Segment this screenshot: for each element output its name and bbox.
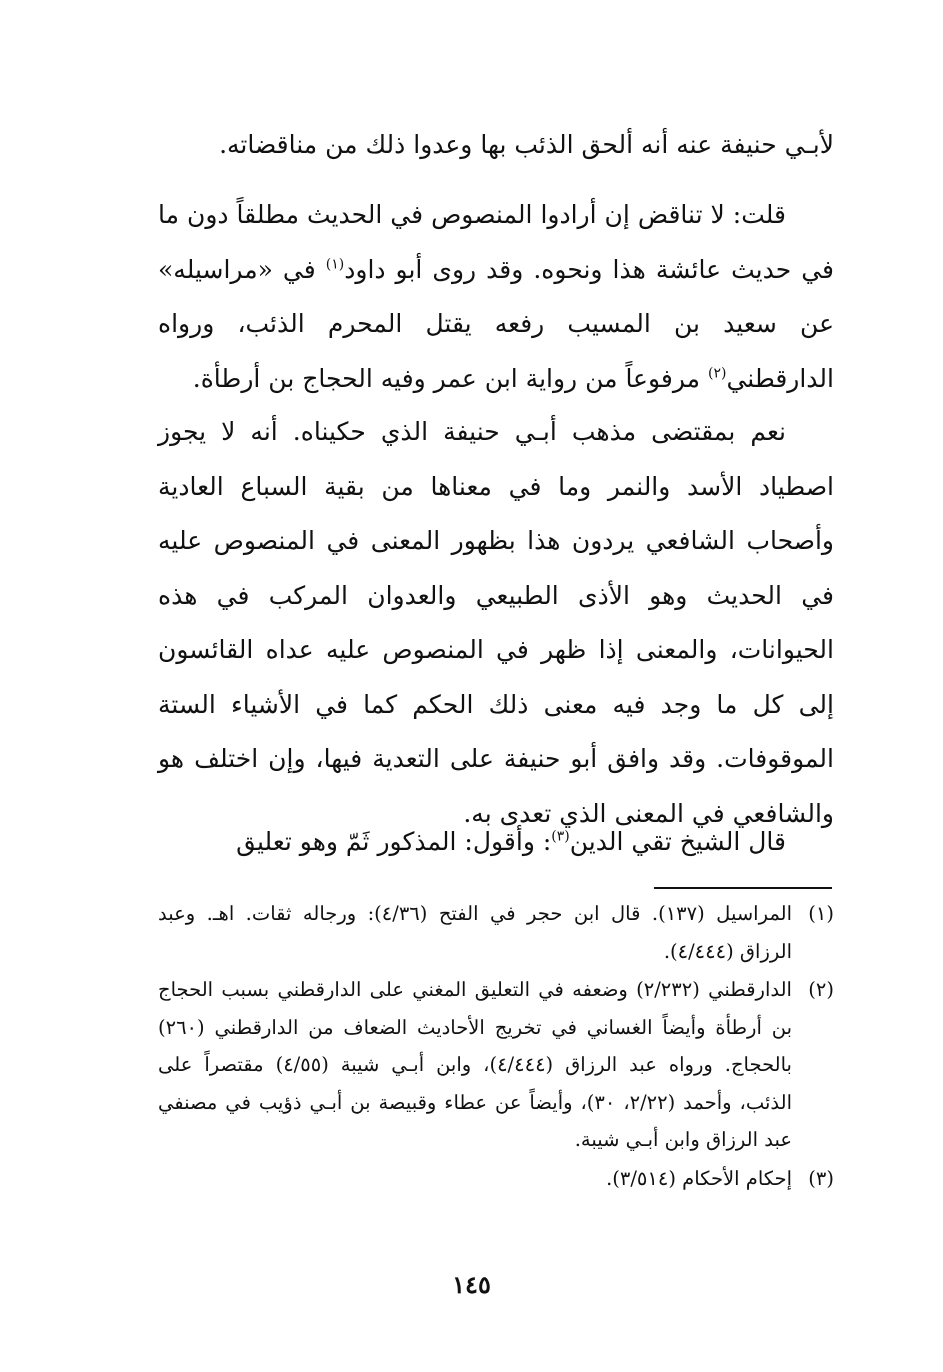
paragraph-2-part-b: في «مراسيله» عن سعيد بن المسيب رفعه يقتل المحرم الذئب، ورواه الدارقطني xyxy=(158,254,834,393)
footnote-2 xyxy=(158,971,834,1159)
footnote-text: المراسيل (١٣٧). قال ابن حجر في الفتح (٤/٣٦): ورجاله ثقات. اهـ. وعبد الرزاق (٤/٤٤٤). xyxy=(158,902,792,963)
footnote-ref-1: (١) xyxy=(325,256,345,273)
page-number: ١٤٥ xyxy=(452,1270,491,1299)
paragraph-4-part-b: : وأقول: المذكور ثَمّ وهو تعليق xyxy=(236,827,552,856)
footnote-ref-3: (٣) xyxy=(551,828,570,845)
footnote-number: (٢) xyxy=(808,978,834,1001)
paragraph-4-text xyxy=(158,815,834,870)
paragraph-1 xyxy=(158,118,834,173)
footnote-separator xyxy=(654,887,832,889)
paragraph-3-text: نعم بمقتضى مذهب أبـي حنيفة الذي حكيناه. أنه لا يجوز اصطياد الأسد والنمر وما في معناها من بقية السباع العادية وأصحاب الشافعي يردون هذا بظهور المعنى في المنصوص عليه في الحديث وهو الأذى الطبيعي والعدوان المركب في هذه الحيوانات، والمعنى إذا ظهر في المنصوص عليه عداه القائسون إلى كل ما وجد فيه معنى ذلك الحكم كما في الأشياء الستة الموقوفات. وقد وافق أبو حنيفة على التعدية فيها، وإن اختلف هو والشافعي في المعنى الذي تعدى به. xyxy=(158,417,834,828)
paragraph-1-text: لأبـي حنيفة عنه أنه ألحق الذئب بها وعدوا ذلك من مناقضاته. xyxy=(219,130,834,159)
footnotes xyxy=(158,895,834,1198)
paragraph-2-text xyxy=(158,188,834,406)
paragraph-3 xyxy=(158,405,834,841)
footnote-text: الدارقطني (٢/٢٣٢) وضعفه في التعليق المغني على الدارقطني بسبب الحجاج بن أرطأة وأيضاً الغساني في تخريج الأحاديث الضعاف من الدارقطني (٢٦٠) بالحجاج. ورواه عبد الرزاق (٤/٤٤٤)، وابن أبـي شيبة (٤/٥٥) مقتصراً على الذئب، وأحمد (٢/٢٢، ٣٠)، وأيضاً عن عطاء وقبيصة بن أبـي ذؤيب في مصنفي عبد الرزاق وابن أبـي شيبة. xyxy=(158,978,792,1151)
paragraph-4 xyxy=(158,815,834,870)
paragraph-2-part-a: قلت: لا تناقض إن أرادوا المنصوص في الحديث مطلقاً دون ما في حديث عائشة هذا ونحوه. وقد روى أبو داود xyxy=(158,200,834,284)
paragraph-2 xyxy=(158,188,834,406)
footnote-number: (١) xyxy=(808,902,834,925)
footnote-3 xyxy=(158,1160,834,1198)
paragraph-4-part-a: قال الشيخ تقي الدين xyxy=(569,827,786,856)
footnote-text: إحكام الأحكام (٣/٥١٤). xyxy=(606,1166,792,1190)
paragraph-2-part-c: مرفوعاً من رواية ابن عمر وفيه الحجاج بن أرطأة. xyxy=(192,363,708,393)
footnote-ref-2: (٢) xyxy=(707,365,727,382)
footnote-number: (٣) xyxy=(808,1166,834,1190)
footnote-1 xyxy=(158,895,834,970)
